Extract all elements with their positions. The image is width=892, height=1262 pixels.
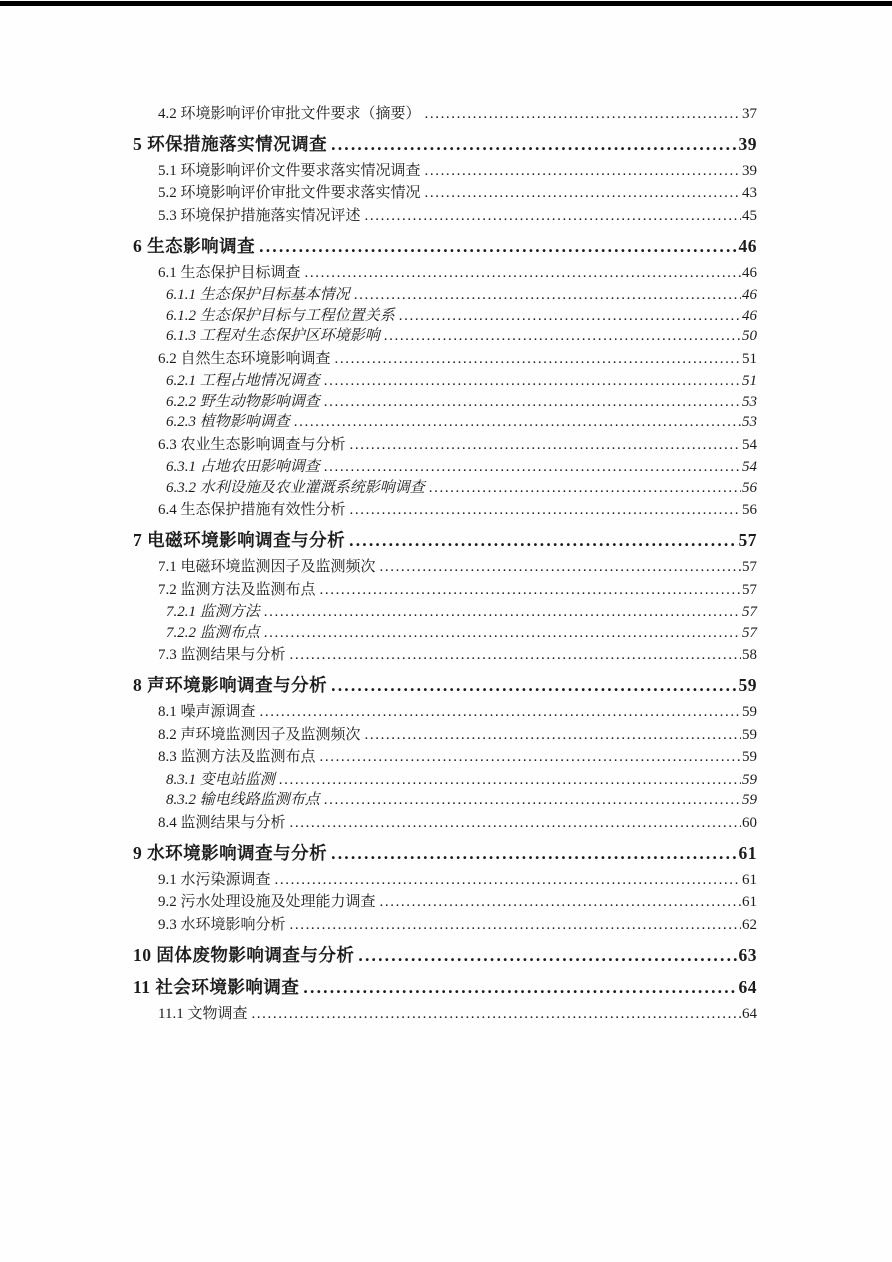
- toc-page-number: 59: [742, 726, 757, 743]
- toc-page-number: 39: [742, 162, 757, 179]
- toc-entry-label: 11.1 文物调查: [158, 1005, 248, 1022]
- toc-entry[interactable]: [133, 843, 757, 864]
- toc-page-number: 61: [742, 871, 757, 888]
- toc-entry[interactable]: [158, 501, 757, 519]
- toc-leader-dots: [324, 458, 741, 476]
- toc-entry-label: 6.1 生态保护目标调查: [158, 264, 301, 281]
- toc-leader-dots: [358, 945, 737, 966]
- toc-entry-label: 8.3 监测方法及监测布点: [158, 749, 316, 765]
- toc-entry-label: 6.3.2 水利设施及农业灌溉系统影响调查: [166, 479, 425, 496]
- toc-leader-dots: [429, 479, 741, 497]
- toc-entry[interactable]: [166, 771, 757, 789]
- toc-entry-label: 6.1.2 生态保护目标与工程位置关系: [166, 307, 395, 324]
- toc-entry-label: 8.2 声环境监测因子及监测频次: [158, 726, 361, 743]
- toc-entry-label: 8.3.2 输电线路监测布点: [166, 792, 320, 808]
- toc-page-number: 46: [738, 235, 757, 256]
- toc-leader-dots: [425, 184, 741, 202]
- toc-page-number: 57: [742, 624, 757, 641]
- toc-page-number: 60: [742, 814, 757, 831]
- toc-leader-dots: [305, 264, 741, 282]
- toc-leader-dots: [320, 748, 741, 766]
- toc-entry[interactable]: [158, 814, 757, 832]
- toc-page-number: 59: [742, 704, 757, 720]
- toc-leader-dots: [251, 1005, 741, 1023]
- toc-leader-dots: [290, 916, 741, 934]
- toc-leader-dots: [264, 603, 741, 621]
- toc-page-number: 51: [742, 373, 757, 389]
- toc-page-number: 46: [742, 287, 757, 303]
- toc-page-number: 46: [742, 264, 757, 281]
- toc-entry[interactable]: [166, 603, 757, 621]
- toc-entry-label: 7.2 监测方法及监测布点: [158, 581, 316, 598]
- toc-page-number: 54: [742, 459, 757, 475]
- toc-entry-label: 6.2.2 野生动物影响调查: [166, 393, 320, 410]
- toc-entry[interactable]: [158, 207, 757, 225]
- toc-leader-dots: [399, 307, 741, 325]
- toc-page-number: 64: [738, 976, 757, 997]
- toc-leader-dots: [279, 771, 741, 789]
- toc-entry[interactable]: [158, 916, 757, 934]
- toc-leader-dots: [259, 236, 737, 257]
- toc-entry[interactable]: [133, 977, 757, 998]
- toc-page-number: 61: [738, 842, 757, 863]
- toc-page-number: 53: [742, 393, 757, 410]
- toc-entry[interactable]: [166, 458, 757, 476]
- toc-entry[interactable]: [158, 871, 757, 889]
- toc-entry-label: 6.3 农业生态影响调查与分析: [158, 436, 346, 453]
- toc-page-number: 56: [742, 479, 757, 496]
- toc-entry-label: 7.1 电磁环境监测因子及监测频次: [158, 559, 376, 575]
- toc-leader-dots: [264, 624, 741, 642]
- toc-entry-label: 6.3.1 占地农田影响调查: [166, 459, 320, 475]
- toc-leader-dots: [290, 646, 741, 664]
- toc-leader-dots: [350, 436, 741, 454]
- toc-entry[interactable]: [158, 264, 757, 282]
- table-of-contents: [133, 100, 757, 1027]
- toc-leader-dots: [331, 843, 737, 864]
- toc-page-number: 58: [742, 647, 757, 663]
- toc-leader-dots: [331, 134, 737, 155]
- toc-entry[interactable]: [166, 286, 757, 304]
- toc-page-number: 57: [742, 559, 757, 575]
- toc-leader-dots: [324, 393, 741, 411]
- toc-entry-label: 5.1 环境影响评价文件要求落实情况调查: [158, 162, 421, 179]
- toc-entry-label: 6.1.3 工程对生态保护区环境影响: [166, 328, 380, 344]
- toc-page-number: 50: [742, 328, 757, 344]
- toc-entry-label: 7.2.1 监测方法: [166, 604, 260, 620]
- toc-page-number: 56: [742, 502, 757, 518]
- toc-leader-dots: [349, 530, 737, 551]
- toc-page-number: 62: [742, 916, 757, 933]
- toc-entry-label: 10 固体废物影响调查与分析: [133, 944, 355, 965]
- toc-leader-dots: [324, 372, 741, 390]
- toc-entry-label: 9 水环境影响调查与分析: [133, 842, 328, 863]
- toc-entry[interactable]: [133, 530, 757, 551]
- toc-page-number: 39: [738, 133, 757, 154]
- toc-entry[interactable]: [158, 436, 757, 454]
- toc-entry-label: 6.2.1 工程占地情况调查: [166, 373, 320, 389]
- toc-page-number: 61: [742, 894, 757, 910]
- toc-entry[interactable]: [166, 307, 757, 325]
- toc-leader-dots: [290, 814, 741, 832]
- toc-leader-dots: [425, 105, 741, 123]
- toc-leader-dots: [350, 501, 741, 519]
- toc-page-number: 53: [742, 414, 757, 430]
- toc-entry-label: 6 生态影响调查: [133, 235, 256, 256]
- toc-leader-dots: [425, 162, 741, 180]
- toc-entry[interactable]: [158, 581, 757, 599]
- toc-entry-label: 9.3 水环境影响分析: [158, 916, 286, 933]
- toc-leader-dots: [365, 207, 741, 225]
- toc-entry[interactable]: [158, 726, 757, 744]
- toc-entry-label: 7.2.2 监测布点: [166, 624, 260, 641]
- toc-page-number: 57: [742, 604, 757, 620]
- toc-entry[interactable]: [158, 350, 757, 368]
- toc-entry-label: 4.2 环境影响评价审批文件要求（摘要）: [158, 105, 421, 122]
- toc-entry[interactable]: [166, 624, 757, 642]
- toc-entry[interactable]: [158, 558, 757, 576]
- toc-entry[interactable]: [133, 236, 757, 257]
- toc-entry[interactable]: [158, 646, 757, 664]
- toc-entry-label: 9.2 污水处理设施及处理能力调查: [158, 894, 376, 910]
- toc-entry-label: 11 社会环境影响调查: [133, 976, 300, 997]
- toc-page-number: 43: [742, 185, 757, 201]
- toc-entry-label: 5.3 环境保护措施落实情况评述: [158, 207, 361, 224]
- toc-entry[interactable]: [158, 748, 757, 766]
- toc-page-number: 37: [742, 105, 757, 122]
- toc-page-number: 57: [742, 581, 757, 598]
- toc-page-number: 45: [742, 207, 757, 224]
- toc-entry[interactable]: [166, 413, 757, 431]
- toc-page-number: 46: [742, 307, 757, 324]
- toc-leader-dots: [380, 558, 741, 576]
- toc-entry-label: 5 环保措施落实情况调查: [133, 133, 328, 154]
- toc-entry[interactable]: [158, 1005, 757, 1023]
- toc-page-number: 59: [738, 675, 757, 695]
- toc-page-number: 51: [742, 350, 757, 367]
- toc-entry-label: 8.4 监测结果与分析: [158, 814, 286, 831]
- toc-page-number: 59: [742, 792, 757, 808]
- toc-leader-dots: [320, 581, 741, 599]
- toc-entry[interactable]: [158, 893, 757, 911]
- toc-entry[interactable]: [166, 479, 757, 497]
- toc-entry[interactable]: [133, 945, 757, 966]
- toc-entry[interactable]: [166, 791, 757, 809]
- toc-entry-label: 6.2.3 植物影响调查: [166, 414, 290, 430]
- toc-entry-label: 8 声环境影响调查与分析: [133, 675, 328, 695]
- toc-page-number: 57: [738, 530, 757, 550]
- toc-leader-dots: [303, 977, 737, 998]
- toc-leader-dots: [324, 791, 741, 809]
- toc-entry-label: 7 电磁环境影响调查与分析: [133, 530, 346, 550]
- toc-leader-dots: [275, 871, 741, 889]
- toc-entry-label: 6.4 生态保护措施有效性分析: [158, 502, 346, 518]
- toc-page-number: 63: [738, 944, 757, 965]
- toc-page-number: 64: [742, 1005, 757, 1022]
- toc-entry-label: 7.3 监测结果与分析: [158, 647, 286, 663]
- toc-entry-label: 9.1 水污染源调查: [158, 871, 271, 888]
- toc-entry[interactable]: [166, 327, 757, 345]
- toc-entry-label: 6.2 自然生态环境影响调查: [158, 350, 331, 367]
- toc-entry[interactable]: [133, 134, 757, 155]
- toc-leader-dots: [354, 286, 741, 304]
- toc-page-number: 54: [742, 436, 757, 453]
- toc-leader-dots: [384, 327, 741, 345]
- toc-entry-label: 6.1.1 生态保护目标基本情况: [166, 287, 350, 303]
- toc-leader-dots: [331, 675, 737, 696]
- toc-entry-label: 5.2 环境影响评价审批文件要求落实情况: [158, 185, 421, 201]
- toc-leader-dots: [260, 703, 741, 721]
- toc-entry-label: 8.3.1 变电站监测: [166, 771, 275, 788]
- toc-entry[interactable]: [158, 162, 757, 180]
- toc-leader-dots: [294, 413, 741, 431]
- toc-entry[interactable]: [158, 184, 757, 202]
- toc-leader-dots: [365, 726, 741, 744]
- toc-leader-dots: [335, 350, 741, 368]
- toc-page-number: 59: [742, 749, 757, 765]
- toc-page-number: 59: [742, 771, 757, 788]
- toc-entry[interactable]: [158, 703, 757, 721]
- toc-entry-label: 8.1 噪声源调查: [158, 704, 256, 720]
- page-top-border: [0, 1, 892, 6]
- toc-entry[interactable]: [158, 105, 757, 123]
- toc-entry[interactable]: [166, 372, 757, 390]
- toc-leader-dots: [380, 893, 741, 911]
- toc-entry[interactable]: [133, 675, 757, 696]
- toc-entry[interactable]: [166, 393, 757, 411]
